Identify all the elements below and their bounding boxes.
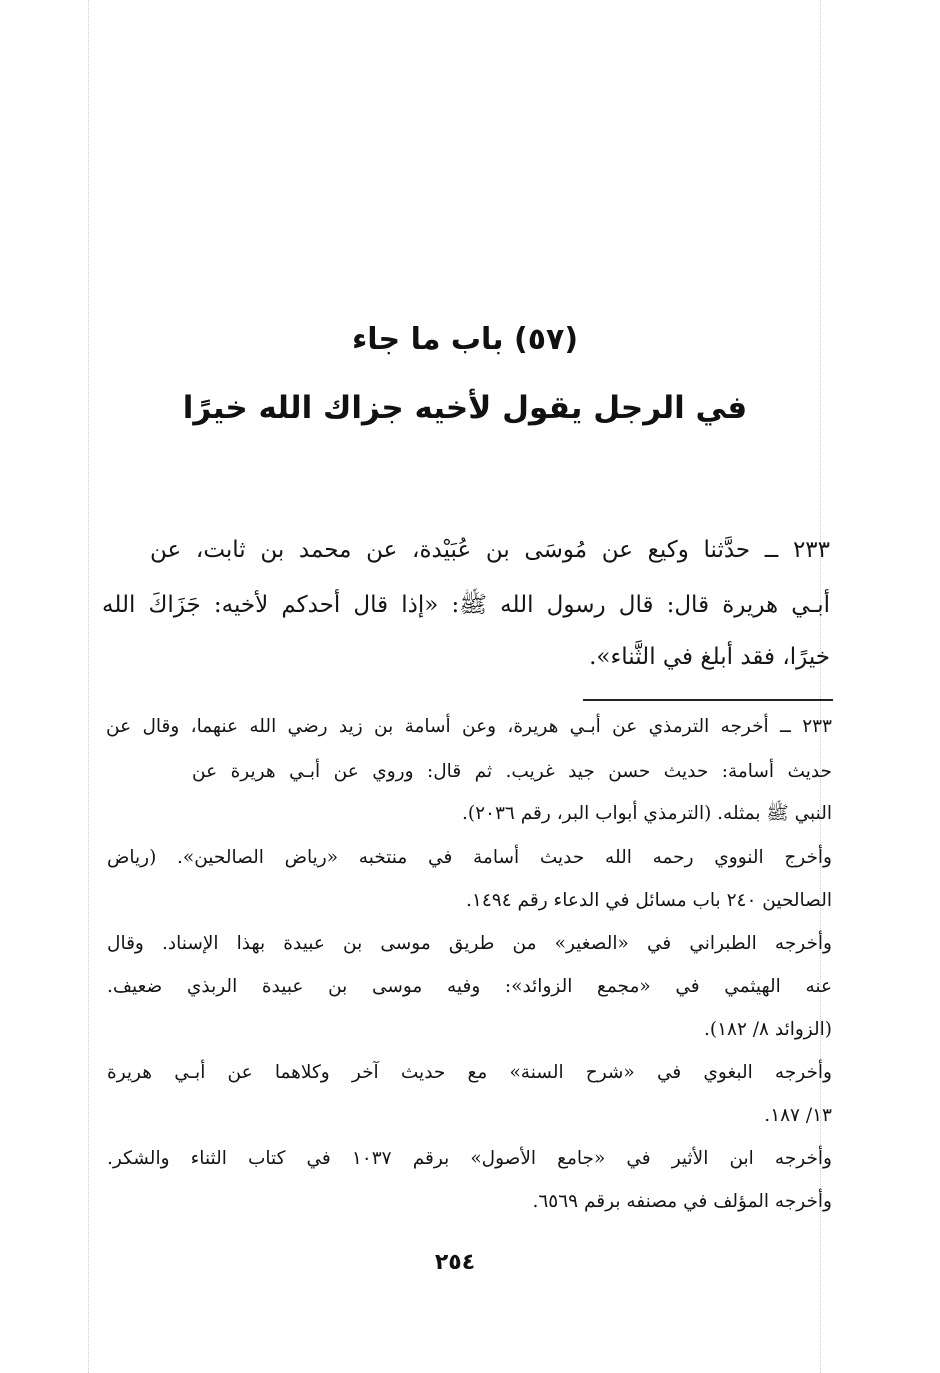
footnote-line: وأخرجه الطبراني في «الصغير» من طريق موسى بن عبيدة بهذا الإسناد. وقال	[107, 933, 832, 954]
hadith-line: أبـي هريرة قال: قال رسول الله ﷺ: «إذا قال أحدكم لأخيه: جَزَاكَ الله	[102, 592, 830, 618]
footnote-line: ٢٣٣ ــ أخرجه الترمذي عن أبـي هريرة، وعن أسامة بن زيد رضي الله عنهما، وقال عن	[106, 716, 832, 737]
hadith-line: خيرًا، فقد أبلغ في الثَّناء».	[589, 644, 830, 670]
page-number: ٢٥٤	[434, 1250, 476, 1275]
footnote-line: وأخرجه ابن الأثير في «جامع الأصول» برقم ١٠٣٧ في كتاب الثناء والشكر.	[107, 1148, 832, 1169]
footnote-line: وأخرجه البغوي في «شرح السنة» مع حديث آخر وكلاهما عن أبـي هريرة	[107, 1062, 832, 1083]
footnote-line: الصالحين ٢٤٠ باب مسائل في الدعاء رقم ١٤٩٤.	[466, 890, 832, 911]
scan-guide-line	[88, 0, 89, 1373]
footnote-line: حديث أسامة: حديث حسن جيد غريب. ثم قال: وروي عن أبـي هريرة عن	[192, 761, 832, 782]
footnote-line: (الزوائد ٨/ ١٨٢).	[704, 1019, 832, 1040]
footnote-divider	[583, 699, 833, 701]
footnote-line: وأخرجه المؤلف في مصنفه برقم ٦٥٦٩.	[532, 1191, 832, 1212]
footnote-line: النبي ﷺ بمثله. (الترمذي أبواب البر، رقم ٢٠٣٦).	[462, 803, 832, 824]
chapter-subtitle: في الرجل يقول لأخيه جزاك الله خيرًا	[182, 390, 748, 426]
footnote-line: وأخرج النووي رحمه الله حديث أسامة في منتخبه «رياض الصالحين». (رياض	[107, 847, 832, 868]
footnote-line: عنه الهيثمي في «مجمع الزوائد»: وفيه موسى بن عبيدة الربذي ضعيف.	[107, 976, 832, 997]
hadith-line: ٢٣٣ ــ حدَّثنا وكيع عن مُوسَى بن عُبَيْدة، عن محمد بن ثابت، عن	[150, 537, 830, 563]
footnote-line: ١٣/ ١٨٧.	[764, 1105, 832, 1126]
chapter-title: (٥٧) باب ما جاء	[351, 322, 579, 357]
